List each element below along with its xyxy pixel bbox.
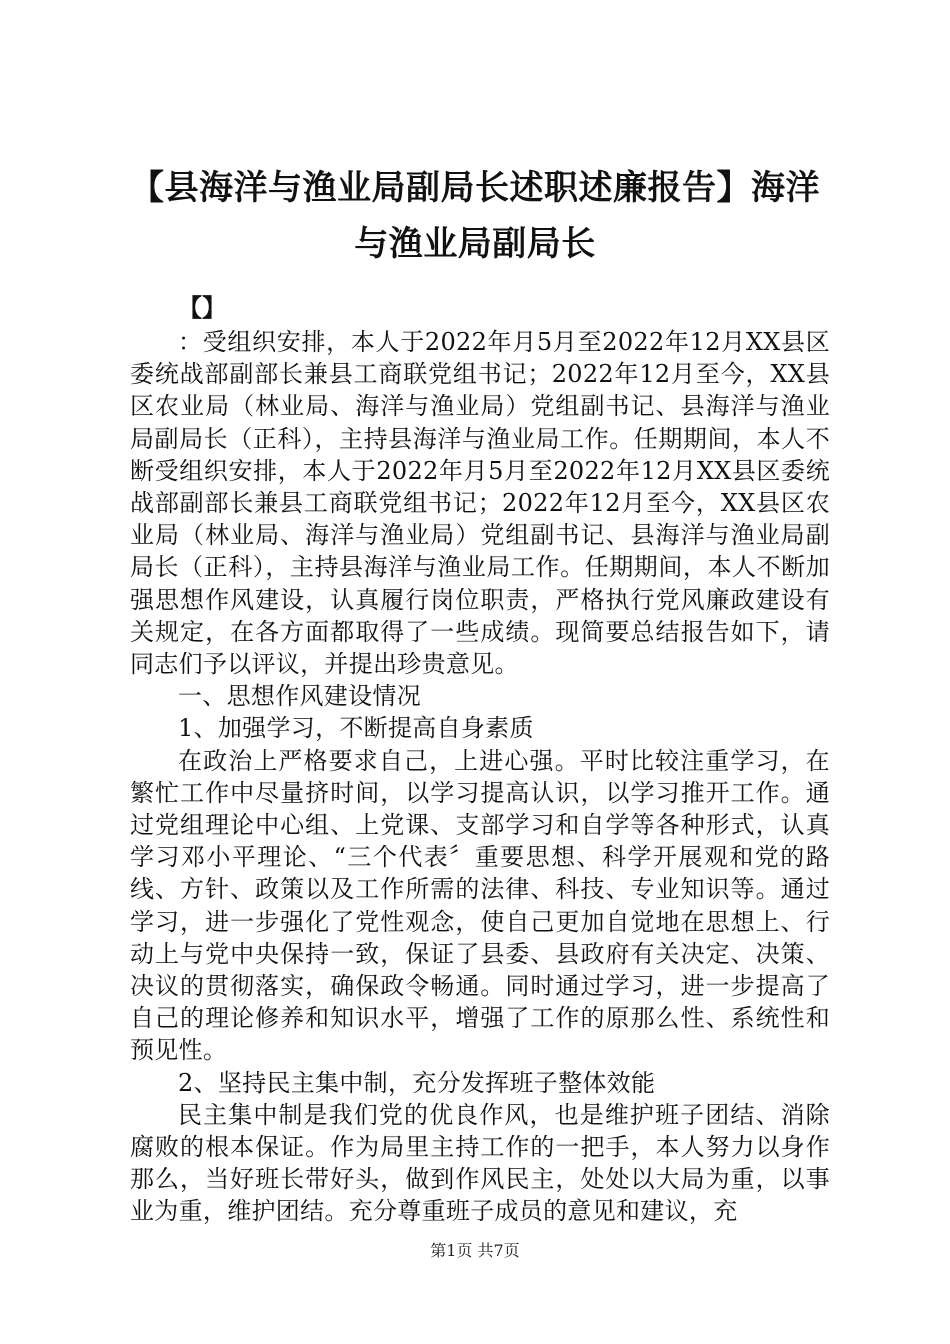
subsection-heading-1: 1、加强学习，不断提高自身素质 — [178, 714, 534, 743]
document-body — [130, 326, 830, 1228]
page-footer: 第1页 共7页 — [430, 1241, 520, 1260]
title-line-1: 【县海洋与渔业局副局长述职述廉报告】海洋 — [130, 168, 820, 208]
section-heading: 一、思想作风建设情况 — [178, 682, 421, 711]
document-title — [100, 160, 850, 272]
subsection-heading-2: 2、坚持民主集中制，充分发挥班子整体效能 — [178, 1068, 656, 1097]
paragraph-study: 在政治上严格要求自己，上进心强。平时比较注重学习，在繁忙工作中尽量挤时间，以学习提高认识，以学习推开工作。通过党组理论中心组、上党课、支部学习和自学等各种形式，认真学习邓小平理论、“三个代表〞重要思想、科学开展观和党的路线、方针、政策以及工作所需的法律、科技、专业知识等。通过学习，进一步强化了党性观念，使自己更加自觉地在思想上、行动上与党中央保持一致，保证了县委、县政府有关决定、决策、决议的贯彻落实，确保政令畅通。同时通过学习，进一步提高了自己的理论修养和知识水平，增强了工作的原那么性、系统性和预见性。 — [130, 746, 830, 1065]
title-line-2: 与渔业局副局长 — [354, 224, 596, 264]
empty-bracket-label: 【】 — [178, 294, 226, 322]
paragraph-democracy: 民主集中制是我们党的优良作风，也是维护班子团结、消除腐败的根本保证。作为局里主持工作的一把手，本人努力以身作那么，当好班长带好头，做到作风民主，处处以大局为重，以事业为重，维护团结。充分尊重班子成员的意见和建议，充 — [130, 1100, 830, 1226]
paragraph-intro: ：受组织安排，本人于2022年月5月至2022年12月XX县区委统战部副部长兼县工商联党组书记；2022年12月至今，XX县区农业局（林业局、海洋与渔业局）党组副书记、县海洋与渔业局副局长（正科），主持县海洋与渔业局工作。任期期间，本人不断受组织安排，本人于2022年月5月至2022年12月XX县区委统战部副部长兼县工商联党组书记；2022年12月至今，XX县区农业局（林业局、海洋与渔业局）党组副书记、县海洋与渔业局副局长（正科），主持县海洋与渔业局工作。任期期间，本人不断加强思想作风建设，认真履行岗位职责，严格执行党风廉政建设有关规定，在各方面都取得了一些成绩。现简要总结报告如下，请同志们予以评议，并提出珍贵意见。 — [130, 328, 830, 679]
